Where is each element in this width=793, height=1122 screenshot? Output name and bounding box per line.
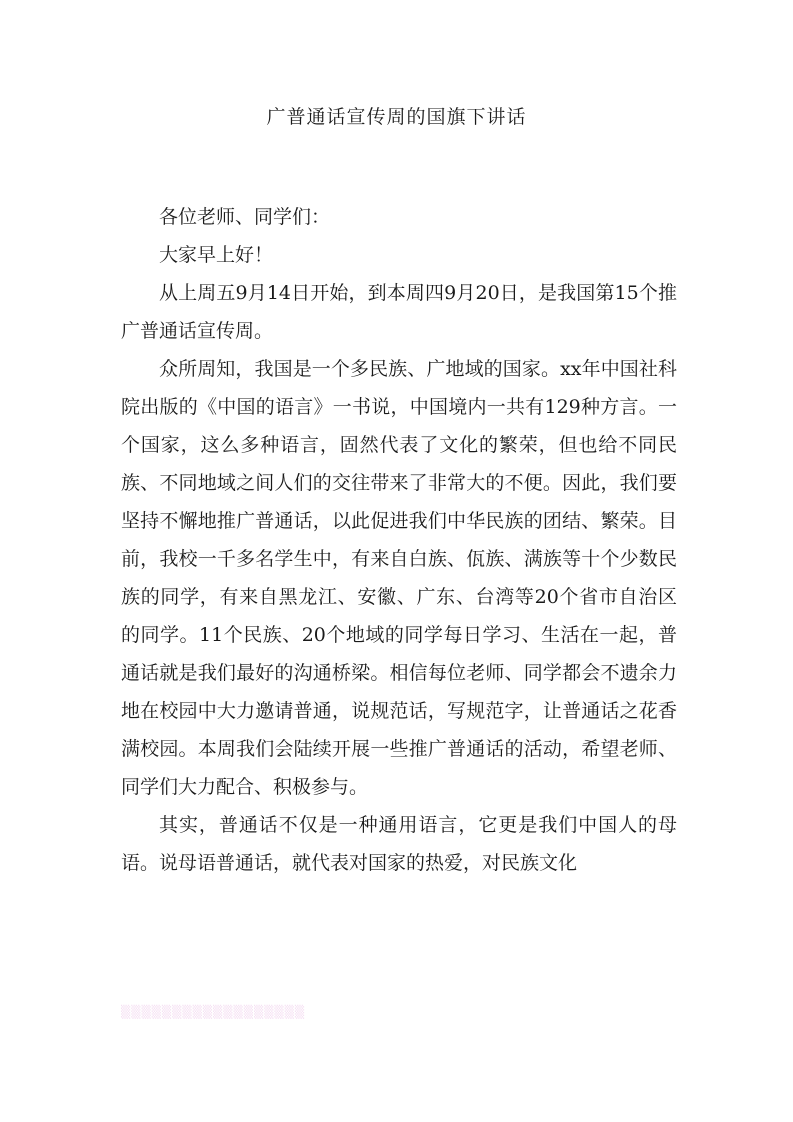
salutation-line: 大家早上好！: [159, 244, 274, 266]
greeting-line: 各位老师、同学们：: [159, 206, 331, 228]
document-title: 广普通话宣传周的国旗下讲话: [266, 106, 527, 128]
document-body: [121, 198, 677, 882]
paragraph-1: 从上周五9月14日开始，到本周四9月20日，是我国第15个推广普通话宣传周。: [121, 282, 677, 342]
faint-watermark: ▒▒▒▒▒▒▒▒▒▒▒▒▒▒▒▒▒▒: [121, 1005, 306, 1019]
paragraph-3: 其实，普通话不仅是一种通用语言，它更是我们中国人的母语。说母语普通话，就代表对国家的热爱，对民族文化: [121, 814, 677, 874]
paragraph-2: 众所周知，我国是一个多民族、广地域的国家。xx年中国社科院出版的《中国的语言》一书说，中国境内一共有129种方言。一个国家，这么多种语言，固然代表了文化的繁荣，但也给不同民族、不同地域之间人们的交往带来了非常大的不便。因此，我们要坚持不懈地推广普通话，以此促进我们中华民族的团结、繁荣。目前，我校一千多名学生中，有来自白族、佤族、满族等十个少数民族的同学，有来自黑龙江、安徽、广东、台湾等20个省市自治区的同学。11个民族、20个地域的同学每日学习、生活在一起，普通话就是我们最好的沟通桥梁。相信每位老师、同学都会不遗余力地在校园中大力邀请普通，说规范话，写规范字，让普通话之花香满校园。本周我们会陆续开展一些推广普通话的活动，希望老师、同学们大力配合、积极参与。: [121, 358, 677, 798]
